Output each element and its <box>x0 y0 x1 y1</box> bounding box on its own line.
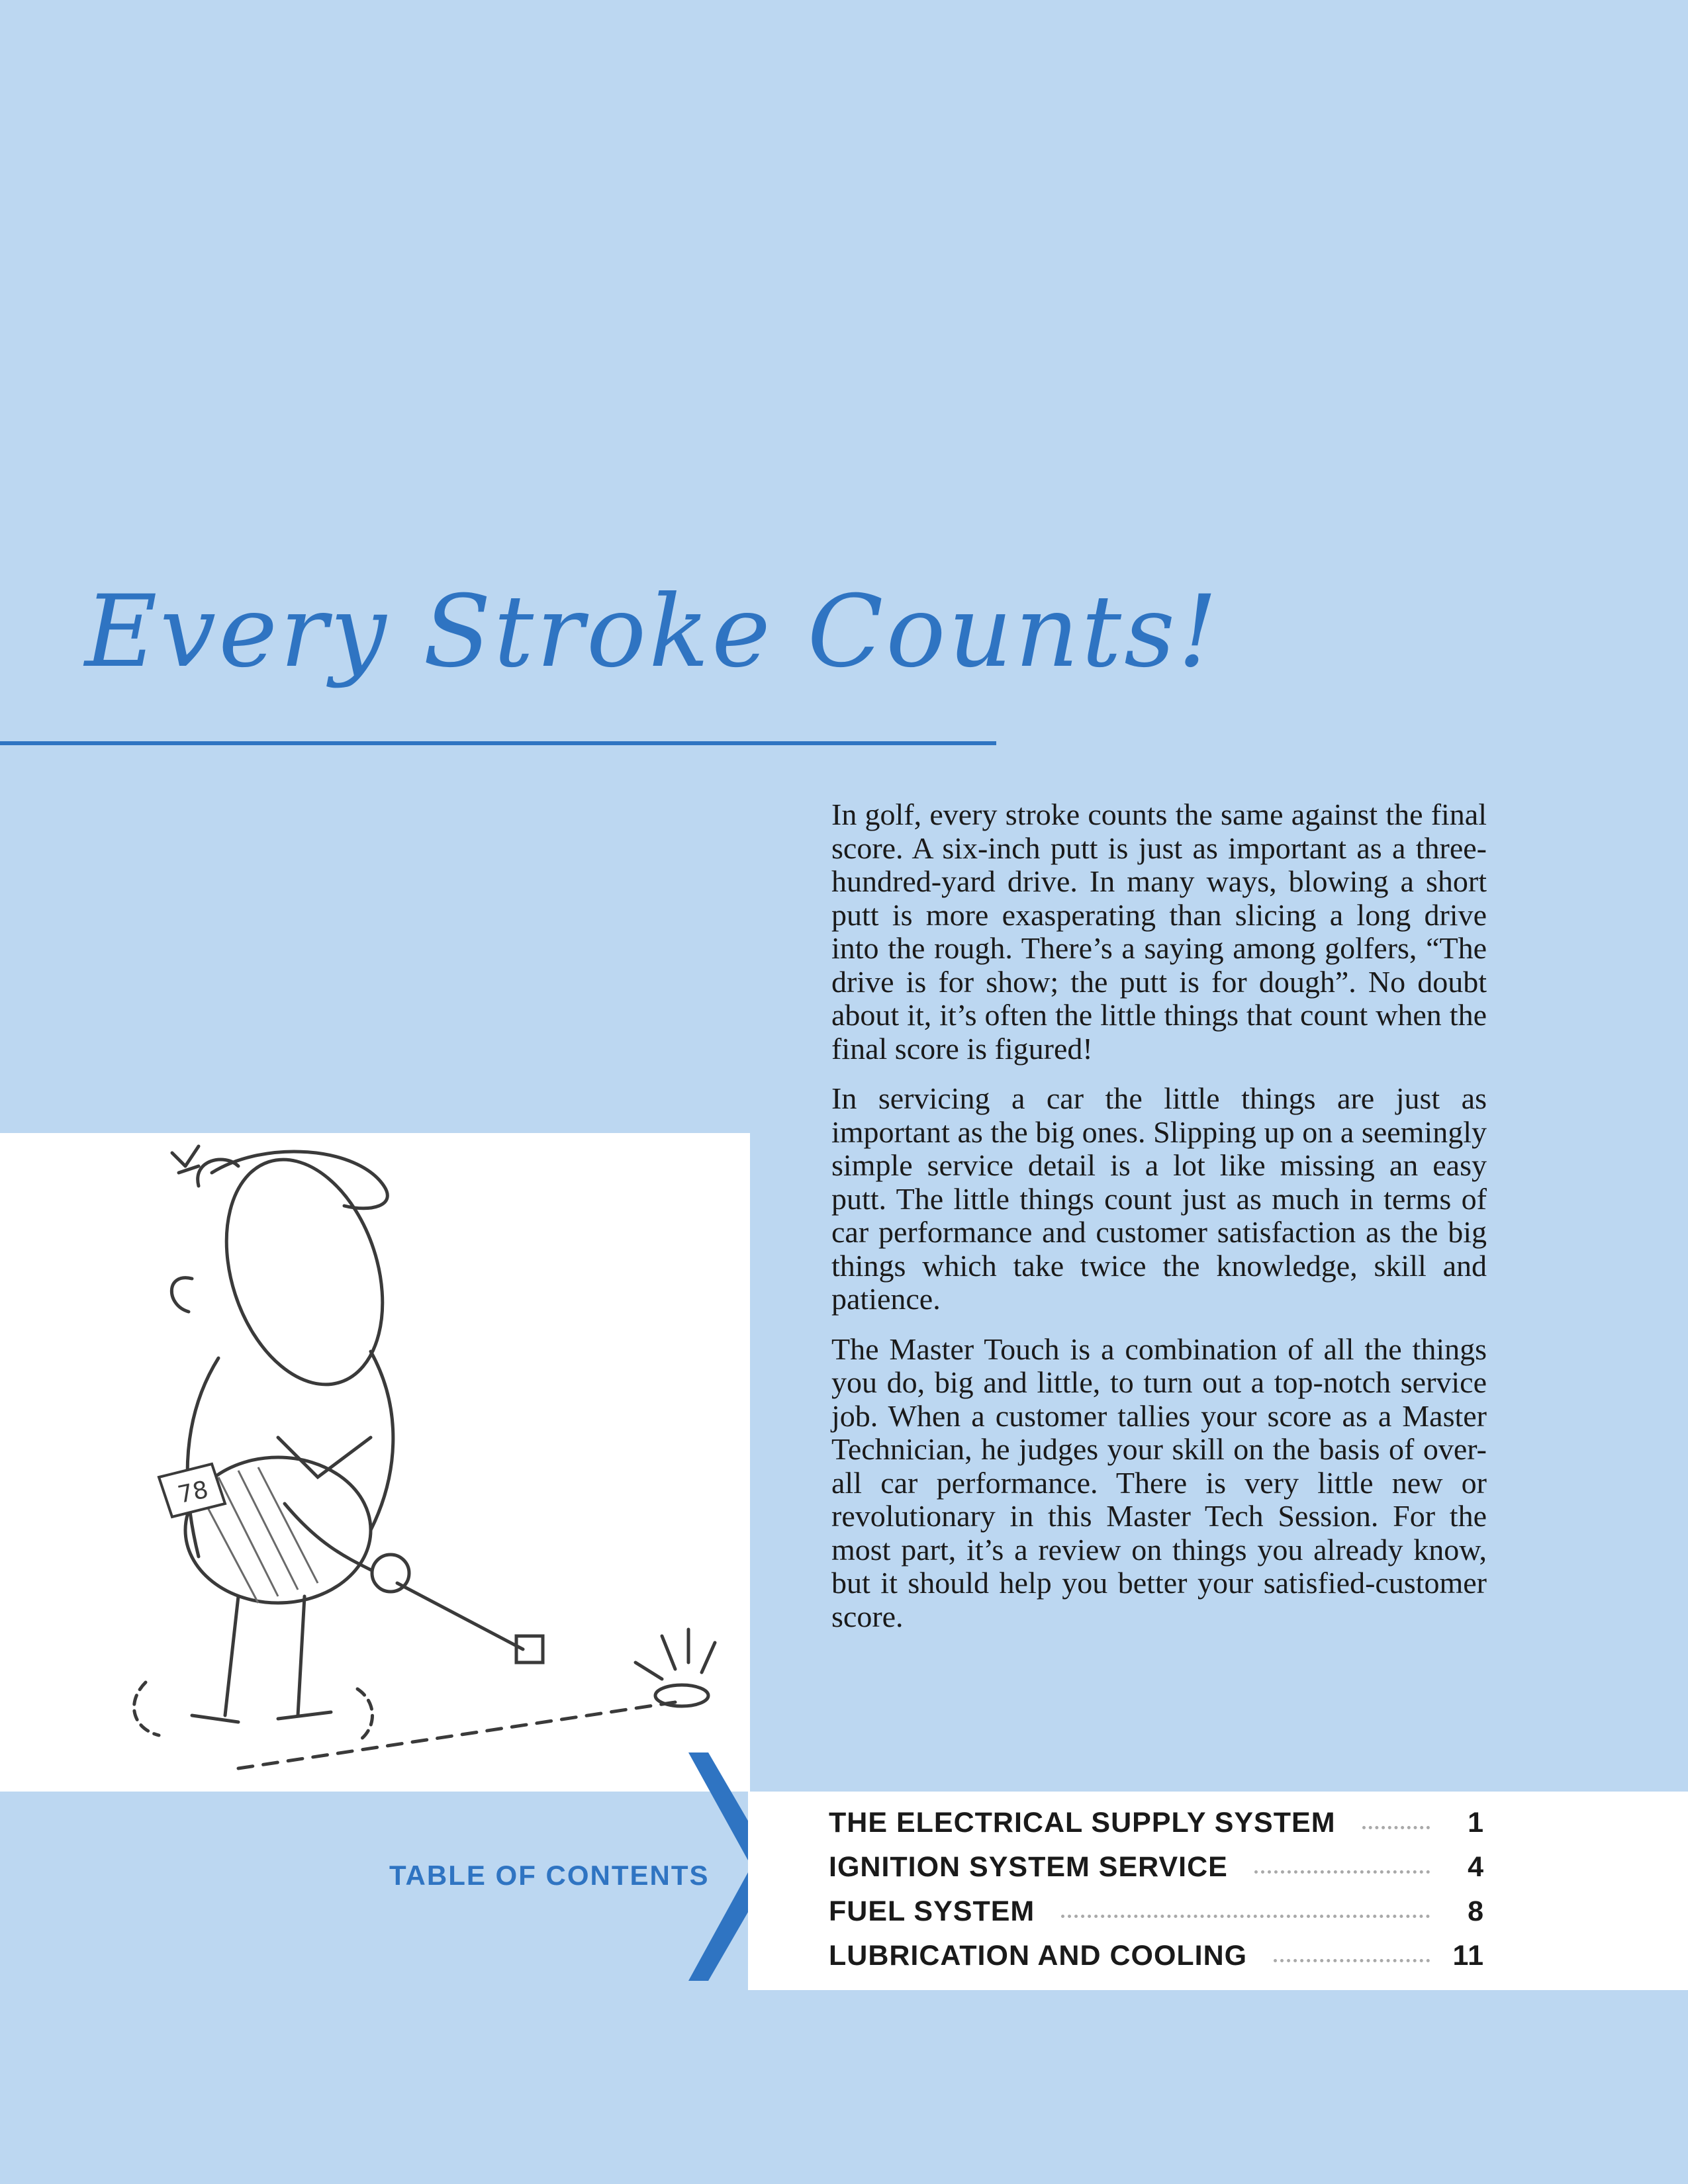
toc-entry[interactable] <box>829 1851 1484 1891</box>
golfer-illustration <box>0 1133 750 1792</box>
toc-label: TABLE OF CONTENTS <box>389 1860 710 1891</box>
toc-leader-dots <box>1254 1870 1430 1874</box>
toc-entry[interactable] <box>829 1807 1484 1846</box>
toc-leader-dots <box>1362 1826 1430 1829</box>
toc-entry-page: 1 <box>1468 1807 1484 1839</box>
paragraph-golf: In golf, every stroke counts the same against the final score. A six-inch putt is just as important as a three-hundred-yard drive. In many ways, blowing a short putt is more exasperating than slicing a long drive into the rough. There’s a saying among golfers, “The drive is for show; the putt is for dough”. No doubt about it, it’s often the little things that count when the final score is figured! <box>831 797 1487 1066</box>
illustration-panel <box>0 1133 750 1792</box>
toc-entry[interactable] <box>829 1940 1484 1979</box>
caddie-number-tag: 78 <box>175 1476 211 1510</box>
toc-leader-dots <box>1274 1959 1430 1962</box>
toc-leader-dots <box>1061 1915 1430 1918</box>
toc-entry-page: 4 <box>1468 1851 1484 1883</box>
page-title: Every Stroke Counts! <box>85 574 1221 690</box>
toc-entry-page: 11 <box>1452 1940 1484 1972</box>
toc-entry-title: THE ELECTRICAL SUPPLY SYSTEM <box>829 1807 1336 1839</box>
toc-entry-title: FUEL SYSTEM <box>829 1895 1035 1927</box>
toc-entry[interactable] <box>829 1895 1484 1935</box>
toc-entry-title: LUBRICATION AND COOLING <box>829 1940 1248 1972</box>
body-text <box>831 798 1487 1650</box>
toc-entry-page: 8 <box>1468 1895 1484 1927</box>
paragraph-master-touch: The Master Touch is a combination of all the things you do, big and little, to turn out a top-notch service job. When a customer tallies your score as a Master Technician, he judges your skill on the basis of over-all car performance. There is very little new or revolutionary in this Master Tech Session. For the most part, it’s a review on things you already know, but it should help you better your satisfied-customer score. <box>831 1332 1487 1633</box>
title-underline <box>0 741 996 745</box>
paragraph-servicing: In servicing a car the little things are just as important as the big ones. Slipping up on a seemingly simple service detail is a lot like missing an easy putt. The little things count just as much in terms of car performance and customer satisfaction as the big things which take twice the knowledge, skill and patience. <box>831 1081 1487 1316</box>
toc-entry-title: IGNITION SYSTEM SERVICE <box>829 1851 1228 1883</box>
